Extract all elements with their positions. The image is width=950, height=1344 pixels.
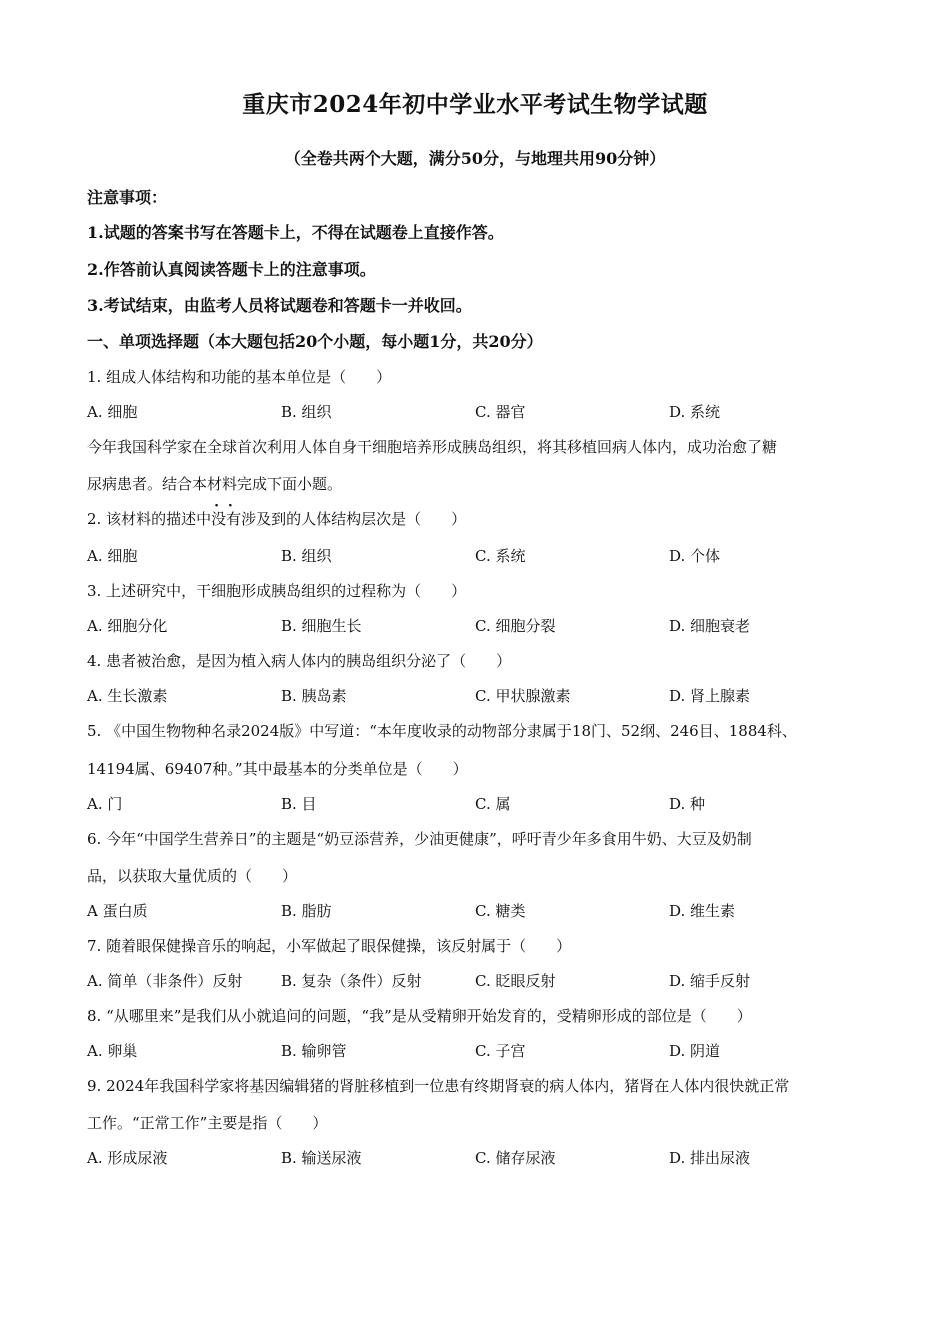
question-4-stem: 4. 患者被治愈，是因为植入病人体内的胰岛组织分泌了（ ） bbox=[87, 652, 512, 670]
question-2-stem-emphasis: · · 没有 bbox=[211, 510, 241, 528]
question-1-option-b: B. 组织 bbox=[281, 403, 332, 421]
question-6-option-b: B. 脂肪 bbox=[281, 902, 332, 920]
question-8-option-a: A. 卵巢 bbox=[87, 1042, 138, 1060]
question-8-option-d: D. 阴道 bbox=[669, 1042, 721, 1060]
question-2-option-b: B. 组织 bbox=[281, 547, 332, 565]
note-item: 2.作答前认真阅读答题卡上的注意事项。 bbox=[87, 260, 376, 279]
question-8-option-c: C. 子宫 bbox=[475, 1042, 526, 1060]
notes-heading: 注意事项： bbox=[87, 188, 168, 207]
question-1-option-c: C. 器官 bbox=[475, 403, 526, 421]
question-5-stem-line-1: 5. 《中国生物物种名录2024版》中写道：“本年度收录的动物部分隶属于18门、52纲、246目、1884科、 bbox=[87, 722, 797, 740]
question-3-option-d: D. 细胞衰老 bbox=[669, 617, 751, 635]
question-9-option-c: C. 储存尿液 bbox=[475, 1149, 556, 1167]
question-9-stem-line-1: 9. 2024年我国科学家将基因编辑猪的肾脏移植到一位患有终期肾衰的病人体内，猪肾在人体内很快就正常 bbox=[87, 1077, 790, 1095]
question-6-option-d: D. 维生素 bbox=[669, 902, 736, 920]
question-6-stem-line-1: 6. 今年“中国学生营养日”的主题是“奶豆添营养，少油更健康”，呼吁青少年多食用牛奶、大豆及奶制 bbox=[87, 830, 752, 848]
question-4-option-c: C. 甲状腺激素 bbox=[475, 687, 571, 705]
question-6-option-c: C. 糖类 bbox=[475, 902, 526, 920]
question-7-option-d: D. 缩手反射 bbox=[669, 972, 751, 990]
question-9-option-a: A. 形成尿液 bbox=[87, 1149, 168, 1167]
question-9-option-b: B. 输送尿液 bbox=[281, 1149, 362, 1167]
question-7-stem: 7. 随着眼保健操音乐的响起，小军做起了眼保健操，该反射属于（ ） bbox=[87, 937, 572, 955]
question-1-stem: 1. 组成人体结构和功能的基本单位是（ ） bbox=[87, 368, 392, 386]
question-1-option-a: A. 细胞 bbox=[87, 403, 138, 421]
question-5-option-c: C. 属 bbox=[475, 795, 511, 813]
question-6-option-a: A 蛋白质 bbox=[87, 902, 148, 920]
question-2-stem-pre: 2. 该材料的描述中 bbox=[87, 510, 212, 528]
question-8-stem: 8. “从哪里来”是我们从小就追问的问题，“我”是从受精卵开始发育的，受精卵形成的部位是（ ） bbox=[87, 1007, 752, 1025]
question-7-option-c: C. 眨眼反射 bbox=[475, 972, 556, 990]
material-line-2: 尿病患者。结合本材料完成下面小题。 bbox=[87, 475, 343, 493]
question-3-stem: 3. 上述研究中，干细胞形成胰岛组织的过程称为（ ） bbox=[87, 582, 467, 600]
question-1-option-d: D. 系统 bbox=[669, 403, 721, 421]
question-3-option-b: B. 细胞生长 bbox=[281, 617, 362, 635]
question-7-option-a: A. 简单（非条件）反射 bbox=[87, 972, 243, 990]
question-4-option-b: B. 胰岛素 bbox=[281, 687, 347, 705]
question-2-option-d: D. 个体 bbox=[669, 547, 721, 565]
question-5-option-b: B. 目 bbox=[281, 795, 317, 813]
question-4-option-a: A. 生长激素 bbox=[87, 687, 168, 705]
question-5-stem-line-2: 14194属、69407种。”其中最基本的分类单位是（ ） bbox=[87, 760, 468, 778]
question-3-option-a: A. 细胞分化 bbox=[87, 617, 168, 635]
question-4-option-d: D. 肾上腺素 bbox=[669, 687, 751, 705]
question-3-option-c: C. 细胞分裂 bbox=[475, 617, 556, 635]
question-2-stem-post: 涉及到的人体结构层次是（ ） bbox=[241, 510, 467, 528]
question-8-option-b: B. 输卵管 bbox=[281, 1042, 347, 1060]
question-6-stem-line-2: 品，以获取大量优质的（ ） bbox=[87, 867, 298, 885]
question-9-stem-line-2: 工作。“正常工作”主要是指（ ） bbox=[87, 1114, 328, 1132]
section-heading: 一、单项选择题（本大题包括20个小题，每小题1分，共20分） bbox=[87, 332, 543, 351]
question-9-option-d: D. 排出尿液 bbox=[669, 1149, 751, 1167]
question-2-stem bbox=[87, 508, 466, 529]
question-5-option-a: A. 门 bbox=[87, 795, 123, 813]
question-5-option-d: D. 种 bbox=[669, 795, 706, 813]
question-7-option-b: B. 复杂（条件）反射 bbox=[281, 972, 422, 990]
question-2-option-c: C. 系统 bbox=[475, 547, 526, 565]
page-subtitle: （全卷共两个大题，满分50分，与地理共用90分钟） bbox=[284, 149, 666, 168]
material-line-1: 今年我国科学家在全球首次利用人体自身干细胞培养形成胰岛组织，将其移植回病人体内，成功治愈了糖 bbox=[87, 438, 778, 456]
page-title: 重庆市2024年初中学业水平考试生物学试题 bbox=[242, 91, 708, 118]
note-item: 1.试题的答案书写在答题卡上，不得在试题卷上直接作答。 bbox=[87, 223, 504, 242]
note-item: 3.考试结束，由监考人员将试题卷和答题卡一并收回。 bbox=[87, 296, 472, 315]
question-2-option-a: A. 细胞 bbox=[87, 547, 138, 565]
